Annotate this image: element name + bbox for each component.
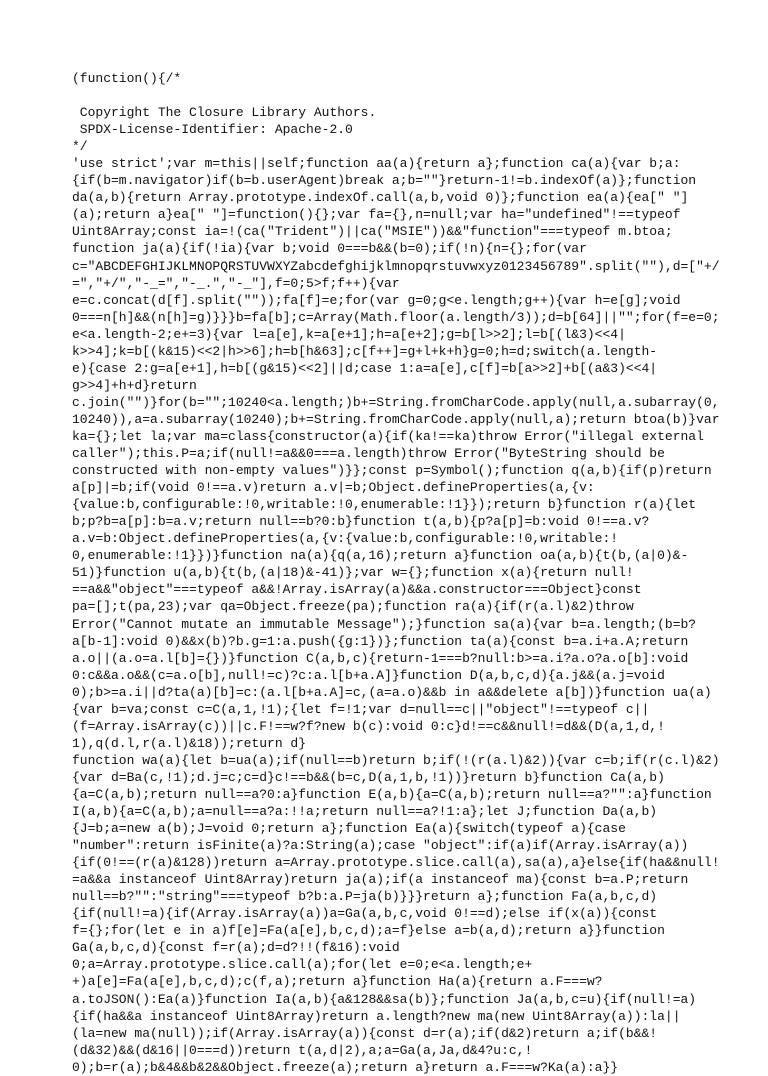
code-line: null==b?"":"string"===typeof b?b:a.P=ja(b)}}}return a};function Fa(a,b,c,d) bbox=[72, 889, 658, 905]
code-line: ==a&&"object"===typeof a&&!Array.isArray(a)&&a.constructor===Object}const bbox=[72, 582, 642, 598]
code-line: c.join("")}for(b="";10240<a.length;)b+=String.fromCharCode.apply(null,a.subarray(0, bbox=[72, 394, 720, 410]
source-code-text bbox=[72, 70, 762, 1076]
code-line: e<a.length-2;e+=3){var l=a[e],k=a[e+1];h=a[e+2];g=b[l>>2];l=b[(l&3)<<4| bbox=[72, 326, 626, 342]
code-line: g>>4]+h+d}return bbox=[72, 377, 197, 393]
code-line: 0);b=r(a);b&4&&b&2&&Object.freeze(a);return a}return a.F===w?Ka(a):a}} bbox=[72, 1059, 619, 1075]
code-line: e){case 2:g=a[e+1],h=b[(g&15)<<2]||d;case 1:a=a[e],c[f]=b[a>>2]+b[(a&3)<<4| bbox=[72, 360, 658, 376]
code-line: k>>4];k=b[(k&15)<<2|h>>6];h=b[h&63];c[f++]=g+l+k+h}g=0;h=d;switch(a.length- bbox=[72, 343, 658, 359]
code-line: "number":return isFinite(a)?a:String(a);case "object":if(a)if(Array.isArray(a)) bbox=[72, 838, 689, 854]
code-line: {J=b;a=new a(b);J=void 0;return a};function Ea(a){switch(typeof a){case bbox=[72, 821, 626, 837]
code-line: 0);b>=a.i||d?ta(a)[b]=c:(a.l[b+a.A]=c,(a=a.o)&&b in a&&delete a[b])}function ua(a) bbox=[72, 684, 712, 700]
code-line: c="ABCDEFGHIJKLMNOPQRSTUVWXYZabcdefghijklmnopqrstuvwxyz0123456789".split(""),d=["+/ bbox=[72, 258, 720, 274]
code-line: 0;a=Array.prototype.slice.call(a);for(let e=0;e<a.length;e+ bbox=[72, 957, 533, 973]
code-line: caller");this.P=a;if(null!=a&&0===a.length)throw Error("ByteString should be bbox=[72, 446, 665, 462]
code-line: {a=C(a,b);return null==a?0:a}function E(a,b){a=C(a,b);return null==a?"":a}function bbox=[72, 786, 712, 802]
code-line: {var b=va;const c=C(a,1,!1);{let f=!1;var d=null==c||"object"!==typeof c|| bbox=[72, 701, 650, 717]
code-line: b;p?b=a[p]:b=a.v;return null==b?0:b}function t(a,b){p?a[p]=b:void 0!==a.v? bbox=[72, 514, 650, 530]
code-line: {value:b,configurable:!0,writable:!0,enumerable:!1}});return b}function r(a){let bbox=[72, 497, 697, 513]
code-line: Ga(a,b,c,d){const f=r(a);d=d?!!(f&16):void bbox=[72, 940, 400, 956]
code-line: function ja(a){if(!ia){var b;void 0===b&&(b=0);if(!n){n={};for(var bbox=[72, 241, 587, 257]
code-line: 0:c&&a.o&&(c=a.o[b],null!=c)?c:a.l[b+a.A]}function D(a,b,c,d){a.j&&(a.j=void bbox=[72, 667, 665, 683]
code-line: ka={};let la;var ma=class{constructor(a){if(ka!==ka)throw Error("illegal external bbox=[72, 428, 704, 444]
code-line: da(a,b){return Array.prototype.indexOf.call(a,b,void 0)};function ea(a){ea[" "] bbox=[72, 190, 689, 206]
code-line: {if(0!==(r(a)&128))return a=Array.prototype.slice.call(a),sa(a),a}else{if(ha&&null! bbox=[72, 855, 720, 871]
code-line: 'use strict';var m=this||self;function aa(a){return a};function ca(a){var b;a: bbox=[72, 156, 681, 172]
code-line: a.toJSON():Ea(a)}function Ia(a,b){a&128&&sa(b)};function Ja(a,b,c=u){if(null!=a) bbox=[72, 991, 697, 1007]
code-line: {if(ha&&a instanceof Uint8Array)return a.length?new ma(new Uint8Array(a)):la|| bbox=[72, 1008, 681, 1024]
code-line: a[p]|=b;if(void 0!==a.v)return a.v|=b;Object.defineProperties(a,{v: bbox=[72, 480, 595, 496]
code-line: {if(b=m.navigator)if(b=b.userAgent)break a;b=""}return-1!=b.indexOf(a)};function bbox=[72, 173, 697, 189]
code-line: a.o||(a.o=a.l[b]={})}function C(a,b,c){return-1===b?null:b>=a.i?a.o?a.o[b]:void bbox=[72, 650, 689, 666]
code-line: +)a[e]=Fa(a[e],b,c,d);c(f,a);return a}function Ha(a){return a.F===w? bbox=[72, 974, 603, 990]
code-line: Error("Cannot mutate an immutable Message");}function sa(a){var b=a.length;(b=b? bbox=[72, 616, 697, 632]
code-line: {if(null!=a){if(Array.isArray(a))a=Ga(a,b,c,void 0!==d);else if(x(a)){const bbox=[72, 906, 658, 922]
code-line: 10240)),a=a.subarray(10240);b+=String.fromCharCode.apply(null,a);return btoa(b)}var bbox=[72, 411, 720, 427]
code-line: (a);return a}ea[" "]=function(){};var fa={},n=null;var ha="undefined"!==typeof bbox=[72, 207, 681, 223]
code-line: I(a,b){a=C(a,b);a=null==a?a:!!a;return null==a?!1:a};let J;function Da(a,b) bbox=[72, 804, 658, 820]
code-line: (f=Array.isArray(c))||c.F!==w?f?new b(c):void 0:c}d!==c&&null!=d&&(D(a,1,d,! bbox=[72, 718, 665, 734]
code-line: (function(){/* bbox=[72, 71, 182, 86]
code-line: Copyright The Closure Library Authors. bbox=[72, 105, 377, 121]
code-line: 51)}function u(a,b){t(b,(a|18)&-41)};var w={};function x(a){return null! bbox=[72, 565, 634, 581]
code-line: =","+/","-_=","-_.","-_"],f=0;5>f;f++){var bbox=[72, 275, 400, 291]
code-line: SPDX-License-Identifier: Apache-2.0 bbox=[72, 122, 353, 138]
code-line: */ bbox=[72, 139, 88, 155]
code-line: f={};for(let e in a)f[e]=Fa(a[e],b,c,d);a=f}else a=b(a,d);return a}}function bbox=[72, 923, 665, 939]
code-line: {var d=Ba(c,!1);d.j=c;c=d}c!==b&&(b=c,D(a,1,b,!1))}return b}function Ca(a,b) bbox=[72, 769, 665, 785]
code-line: constructed with non-empty values")}};const p=Symbol();function q(a,b){if(p)return bbox=[72, 463, 712, 479]
code-line: 0,enumerable:!1}})}function na(a){q(a,16);return a}function oa(a,b){t(b,(a|0)&- bbox=[72, 548, 689, 564]
code-line: 0===n[h]&&(n[h]=g)}}}b=fa[b];c=Array(Math.floor(a.length/3));d=b[64]||"";for(f=e=0; bbox=[72, 309, 720, 325]
code-line: 1),q(d.l,r(a.l)&18));return d} bbox=[72, 735, 307, 751]
code-line: (d&32)&&(d&16||0===d))return t(a,d|2),a;a=Ga(a,Ja,d&4?u:c,! bbox=[72, 1042, 533, 1058]
code-line: pa=[];t(pa,23);var qa=Object.freeze(pa);function ra(a){if(r(a.l)&2)throw bbox=[72, 599, 634, 615]
code-line: a[b-1]:void 0)&&x(b)?b.g=1:a.push({g:1})};function ta(a){const b=a.i+a.A;return bbox=[72, 633, 689, 649]
code-line: function wa(a){let b=ua(a);if(null==b)return b;if(!(r(a.l)&2)){var c=b;if(r(c.l)&2) bbox=[72, 752, 720, 768]
code-line: e=c.concat(d[f].split(""));fa[f]=e;for(var g=0;g<e.length;g++){var h=e[g];void bbox=[72, 292, 681, 308]
code-line: =a&&a instanceof Uint8Array)return ja(a);if(a instanceof ma){const b=a.P;return bbox=[72, 872, 689, 888]
code-line: Uint8Array;const ia=!(ca("Trident")||ca("MSIE"))&&"function"===typeof m.btoa; bbox=[72, 224, 673, 240]
code-line: a.v=b:Object.defineProperties(a,{v:{value:b,configurable:!0,writable:! bbox=[72, 531, 619, 547]
code-line: (la=new ma(null));if(Array.isArray(a)){const d=r(a);if(d&2)return a;if(b&&! bbox=[72, 1025, 658, 1041]
